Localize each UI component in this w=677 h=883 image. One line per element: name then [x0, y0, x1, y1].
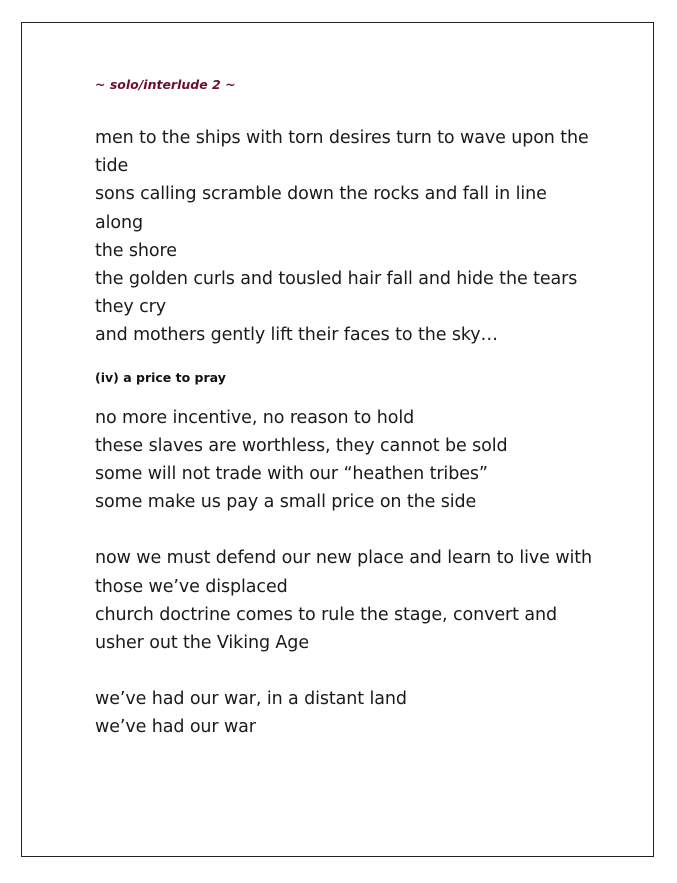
interlude-title: ~ solo/interlude 2 ~: [95, 77, 236, 92]
stanza-line: sons calling scramble down the rocks and fall in line along: [95, 184, 547, 233]
stanza-line: we’ve had our war: [95, 717, 256, 738]
stanza-line: usher out the Viking Age: [95, 633, 309, 654]
stanza-line: the shore: [95, 240, 177, 261]
stanza-3: [95, 544, 595, 657]
stanza-line: now we must defend our new place and learn to live with: [95, 548, 593, 569]
stanza-line: some make us pay a small price on the side: [95, 492, 477, 513]
stanza-line: no more incentive, no reason to hold: [95, 407, 415, 428]
stanza-4: [95, 685, 595, 741]
stanza-gap: [95, 657, 595, 685]
stanza-line: these slaves are worthless, they cannot be sold: [95, 435, 508, 456]
stanza-line: church doctrine comes to rule the stage, convert and: [95, 604, 557, 625]
document-page: [21, 22, 654, 857]
stanza-2: [95, 404, 595, 517]
stanza-line: we’ve had our war, in a distant land: [95, 689, 407, 710]
stanza-1: [95, 124, 595, 350]
stanza-gap: [95, 516, 595, 544]
page-content: [95, 75, 595, 742]
stanza-line: those we’ve displaced: [95, 576, 288, 597]
stanza-line: they cry: [95, 297, 167, 318]
stanza-line: and mothers gently lift their faces to the sky…: [95, 325, 498, 346]
section-heading: (iv) a price to pray: [95, 369, 226, 385]
stanza-line: tide: [95, 156, 129, 177]
stanza-line: some will not trade with our “heathen tribes”: [95, 464, 488, 485]
stanza-line: the golden curls and tousled hair fall and hide the tears: [95, 269, 578, 290]
stanza-line: men to the ships with torn desires turn to wave upon the: [95, 128, 589, 148]
